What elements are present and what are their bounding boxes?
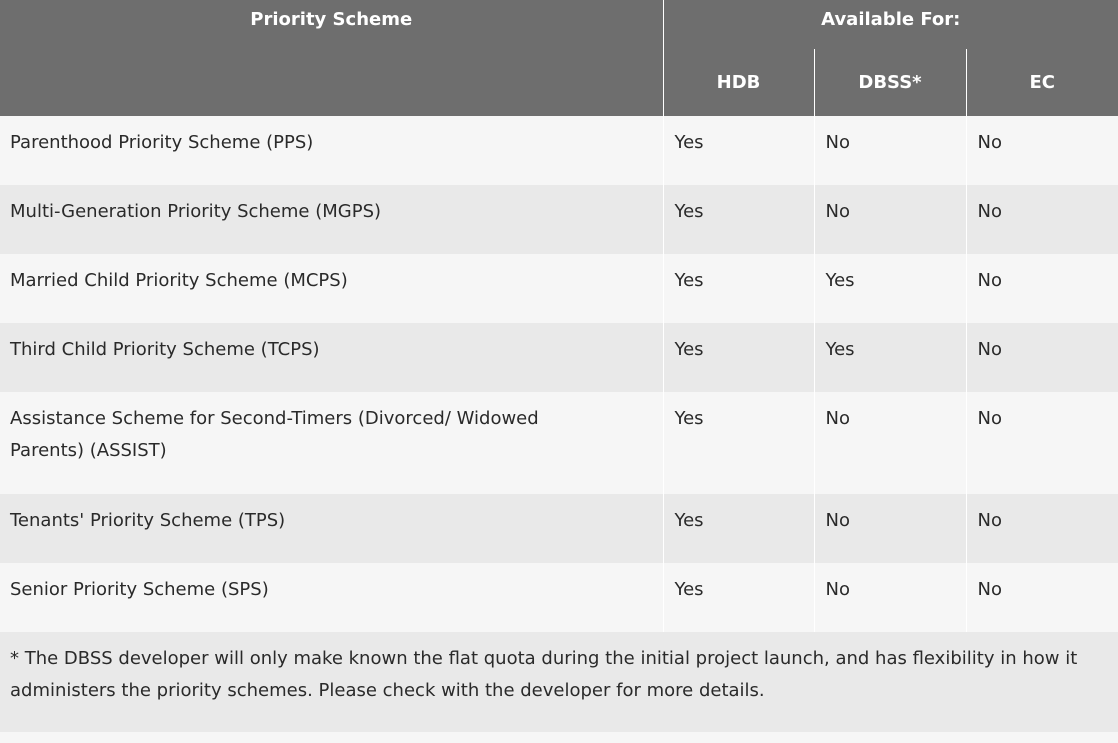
table-row (0, 323, 1118, 392)
ec-availability: No (966, 254, 1118, 323)
table-row (0, 392, 1118, 494)
scheme-name: Assistance Scheme for Second-Timers (Divorced/ Widowed Parents) (ASSIST) (0, 392, 663, 494)
ec-availability: No (966, 323, 1118, 392)
ec-availability: No (966, 392, 1118, 494)
hdb-availability: Yes (663, 185, 814, 254)
hdb-availability: Yes (663, 254, 814, 323)
dbss-availability: No (814, 563, 966, 632)
table-header (0, 0, 1118, 116)
table-row (0, 116, 1118, 185)
dbss-availability: No (814, 116, 966, 185)
footnote: * The DBSS developer will only make known the flat quota during the initial project launch, and has flexibility in how it administers the priority schemes. Please check with the developer for more details. (0, 632, 1118, 732)
hdb-availability: Yes (663, 494, 814, 563)
ec-availability: No (966, 494, 1118, 563)
column-header-priority-scheme: Priority Scheme (0, 0, 663, 116)
scheme-name: Third Child Priority Scheme (TCPS) (0, 323, 663, 392)
column-header-available-for: Available For: (663, 0, 1118, 49)
dbss-availability: No (814, 185, 966, 254)
table-row (0, 185, 1118, 254)
column-header-hdb: HDB (663, 49, 814, 116)
dbss-availability: No (814, 392, 966, 494)
scheme-name: Multi-Generation Priority Scheme (MGPS) (0, 185, 663, 254)
table-row (0, 563, 1118, 632)
hdb-availability: Yes (663, 116, 814, 185)
dbss-availability: No (814, 494, 966, 563)
column-header-ec: EC (966, 49, 1118, 116)
dbss-availability: Yes (814, 323, 966, 392)
table-row (0, 254, 1118, 323)
scheme-name: Married Child Priority Scheme (MCPS) (0, 254, 663, 323)
scheme-name: Tenants' Priority Scheme (TPS) (0, 494, 663, 563)
scheme-name: Senior Priority Scheme (SPS) (0, 563, 663, 632)
hdb-availability: Yes (663, 323, 814, 392)
ec-availability: No (966, 185, 1118, 254)
table-body (0, 116, 1118, 632)
ec-availability: No (966, 563, 1118, 632)
ec-availability: No (966, 116, 1118, 185)
footnote-row (0, 632, 1118, 732)
scheme-name: Parenthood Priority Scheme (PPS) (0, 116, 663, 185)
dbss-availability: Yes (814, 254, 966, 323)
hdb-availability: Yes (663, 392, 814, 494)
hdb-availability: Yes (663, 563, 814, 632)
table-row (0, 494, 1118, 563)
column-header-dbss: DBSS* (814, 49, 966, 116)
